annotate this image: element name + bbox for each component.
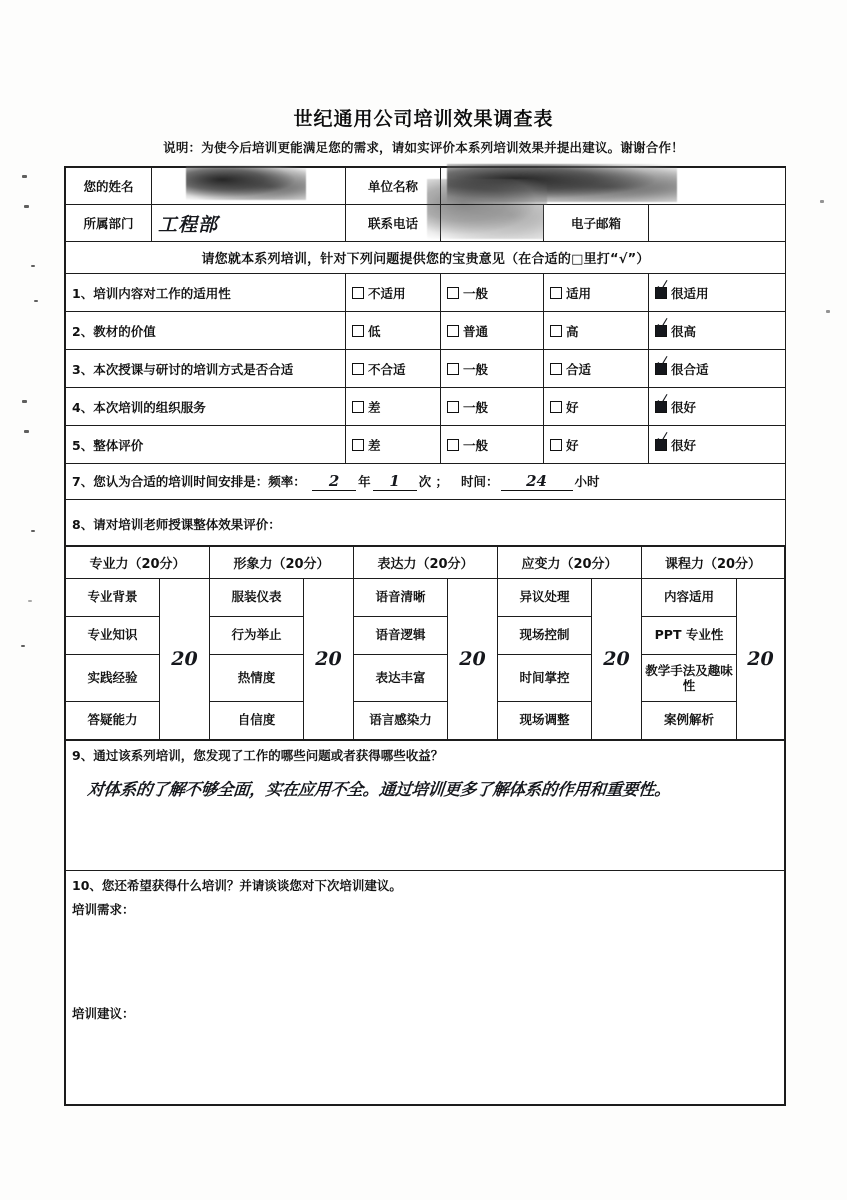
phone-label: 联系电话 xyxy=(346,205,441,242)
unit-label: 单位名称 xyxy=(346,168,441,205)
criterion-2-1: 语音逻辑 xyxy=(354,616,448,654)
checkbox-checked-icon[interactable] xyxy=(655,392,668,413)
checkbox-checked-icon[interactable] xyxy=(655,278,668,299)
q7-years-unit: 年 xyxy=(358,474,371,489)
option-label: 低 xyxy=(368,323,381,339)
question-row-3 xyxy=(66,350,786,388)
unit-field[interactable] xyxy=(441,168,786,205)
option-label: 很适用 xyxy=(671,285,709,301)
training-need-field[interactable] xyxy=(66,922,784,1000)
checkbox-icon[interactable] xyxy=(447,439,459,451)
option-4-1[interactable] xyxy=(441,388,544,426)
option-label: 一般 xyxy=(463,285,489,301)
dept-handwriting: 工程部 xyxy=(158,213,219,236)
option-label: 高 xyxy=(566,323,579,339)
option-2-1[interactable] xyxy=(441,312,544,350)
checkbox-checked-icon[interactable] xyxy=(655,430,668,451)
question-row-7 xyxy=(66,464,786,500)
question-row-2 xyxy=(66,312,786,350)
criterion-1-1: 行为举止 xyxy=(210,616,304,654)
q7-times-unit: 次 xyxy=(418,474,432,489)
criterion-0-1: 专业知识 xyxy=(66,616,160,654)
score-0[interactable]: 20 xyxy=(160,578,210,739)
scan-speckle xyxy=(28,600,32,602)
question-text-1: 1、培训内容对工作的适用性 xyxy=(66,274,346,312)
group-title-3: 应变力（20分） xyxy=(498,546,642,578)
option-label: 普通 xyxy=(463,323,489,339)
question-7 xyxy=(66,464,786,500)
q7-hours-unit: 小时 xyxy=(574,474,600,489)
instruction-note: 说明：为使今后培训更能满足您的需求，请如实评价本系列培训效果并提出建议。谢谢合作！ xyxy=(163,140,684,155)
option-5-0[interactable] xyxy=(346,426,441,464)
section-band-text: 请您就本系列培训，针对下列问题提供您的宝贵意见（在合适的□里打“√”） xyxy=(66,242,786,274)
question-row-1 xyxy=(66,274,786,312)
question-8-heading: 8、请对培训老师授课整体效果评价： xyxy=(66,499,786,545)
check-mark-icon: ✓ xyxy=(656,392,668,411)
score-1[interactable]: 20 xyxy=(304,578,354,739)
option-5-2[interactable] xyxy=(544,426,649,464)
q7-hours-value[interactable]: 24 xyxy=(501,474,573,491)
page-title: 世纪通用公司培训效果调查表 xyxy=(293,108,554,130)
option-label: 不合适 xyxy=(368,361,406,377)
option-label: 差 xyxy=(368,399,381,415)
email-field[interactable] xyxy=(649,205,786,242)
checkbox-checked-icon[interactable] xyxy=(655,354,668,375)
criterion-0-3: 答疑能力 xyxy=(66,701,160,739)
dept-label: 所属部门 xyxy=(66,205,152,242)
name-label: 您的姓名 xyxy=(66,168,152,205)
option-2-0[interactable] xyxy=(346,312,441,350)
check-mark-icon: ✓ xyxy=(656,354,668,373)
scan-speckle xyxy=(31,530,35,532)
option-4-3[interactable] xyxy=(649,388,786,426)
option-label: 不适用 xyxy=(368,285,406,301)
criterion-1-0: 服装仪表 xyxy=(210,578,304,616)
evaluation-group-headers xyxy=(66,546,785,578)
option-label: 很合适 xyxy=(671,361,709,377)
option-3-2[interactable] xyxy=(544,350,649,388)
question-10-cell xyxy=(66,870,785,1104)
group-title-4: 课程力（20分） xyxy=(642,546,785,578)
identity-row-name xyxy=(66,168,786,205)
q7-times-value[interactable]: 1 xyxy=(373,474,417,491)
option-label: 很好 xyxy=(671,437,697,453)
phone-field[interactable] xyxy=(441,205,544,242)
option-label: 好 xyxy=(566,437,579,453)
option-1-3[interactable] xyxy=(649,274,786,312)
checkbox-icon[interactable] xyxy=(352,401,364,413)
open-questions-table xyxy=(65,740,785,1105)
scan-speckle xyxy=(826,310,830,313)
option-1-0[interactable] xyxy=(346,274,441,312)
question-9-blank-space[interactable] xyxy=(66,800,784,870)
score-4[interactable]: 20 xyxy=(737,578,785,739)
q7-time-label: 时间： xyxy=(461,474,499,489)
question-9-cell xyxy=(66,740,785,870)
checkbox-icon[interactable] xyxy=(550,287,562,299)
criterion-1-3: 自信度 xyxy=(210,701,304,739)
question-9-answer[interactable]: 对体系的了解不够全面，实在应用不全。通过培训更多了解体系的作用和重要性。 xyxy=(86,779,672,799)
option-5-1[interactable] xyxy=(441,426,544,464)
question-9-heading: 9、通过该系列培训，您发现了工作的哪些问题或者获得哪些收益？ xyxy=(72,747,444,763)
option-label: 好 xyxy=(566,399,579,415)
scan-speckle xyxy=(24,430,29,433)
checkbox-icon[interactable] xyxy=(352,363,364,375)
score-2[interactable]: 20 xyxy=(448,578,498,739)
question-10-heading: 10、您还希望获得什么培训？并请谈谈您对下次培训建议。 xyxy=(72,877,402,893)
criterion-3-3: 现场调整 xyxy=(498,701,592,739)
form-table-frame xyxy=(64,166,786,1106)
criterion-0-0: 专业背景 xyxy=(66,578,160,616)
check-mark-icon: ✓ xyxy=(656,316,668,335)
option-label: 差 xyxy=(368,437,381,453)
criterion-2-0: 语音清晰 xyxy=(354,578,448,616)
checkbox-checked-icon[interactable] xyxy=(655,316,668,337)
option-4-2[interactable] xyxy=(544,388,649,426)
option-1-2[interactable] xyxy=(544,274,649,312)
option-label: 一般 xyxy=(463,437,489,453)
name-redaction xyxy=(186,166,306,200)
training-need-label: 培训需求： xyxy=(72,901,135,917)
option-2-2[interactable] xyxy=(544,312,649,350)
checkbox-icon[interactable] xyxy=(447,401,459,413)
email-label: 电子邮箱 xyxy=(544,205,649,242)
check-mark-icon: ✓ xyxy=(656,430,668,449)
checkbox-icon[interactable] xyxy=(447,363,459,375)
question-row-5 xyxy=(66,426,786,464)
checkbox-icon[interactable] xyxy=(352,287,364,299)
question-row-8-heading xyxy=(66,499,786,545)
group-title-1: 形象力（20分） xyxy=(210,546,354,578)
identity-row-dept xyxy=(66,205,786,242)
name-field[interactable] xyxy=(152,168,346,205)
question-text-2: 2、教材的价值 xyxy=(66,312,346,350)
check-mark-icon: ✓ xyxy=(656,278,668,297)
option-label: 合适 xyxy=(566,361,592,377)
criterion-0-2: 实践经验 xyxy=(66,654,160,701)
criterion-3-1: 现场控制 xyxy=(498,616,592,654)
scan-speckle xyxy=(22,175,27,178)
dept-field[interactable] xyxy=(152,205,346,242)
checkbox-icon[interactable] xyxy=(550,325,562,337)
question-row-10 xyxy=(66,870,785,1104)
option-label: 适用 xyxy=(566,285,592,301)
checkbox-icon[interactable] xyxy=(550,401,562,413)
question-row-9 xyxy=(66,740,785,870)
question-text-5: 5、整体评价 xyxy=(66,426,346,464)
evaluation-row-0 xyxy=(66,578,785,616)
checkbox-icon[interactable] xyxy=(550,363,562,375)
training-advice-field[interactable] xyxy=(66,1026,784,1104)
section-band-row xyxy=(66,242,786,274)
group-title-0: 专业力（20分） xyxy=(66,546,210,578)
option-label: 很高 xyxy=(671,323,697,339)
checkbox-icon[interactable] xyxy=(352,325,364,337)
question-row-4 xyxy=(66,388,786,426)
criterion-3-0: 异议处理 xyxy=(498,578,592,616)
scan-speckle xyxy=(820,200,824,203)
evaluation-grid xyxy=(65,546,785,740)
training-advice-label: 培训建议： xyxy=(72,1005,135,1021)
score-3[interactable]: 20 xyxy=(592,578,642,739)
checkbox-icon[interactable] xyxy=(447,325,459,337)
option-label: 一般 xyxy=(463,361,489,377)
criterion-2-2: 表达丰富 xyxy=(354,654,448,701)
q7-separator: ； xyxy=(435,474,448,489)
question-text-4: 4、本次培训的组织服务 xyxy=(66,388,346,426)
scan-speckle xyxy=(21,645,25,647)
checkbox-icon[interactable] xyxy=(352,439,364,451)
option-label: 很好 xyxy=(671,399,697,415)
criterion-4-3: 案例解析 xyxy=(642,701,737,739)
option-2-3[interactable] xyxy=(649,312,786,350)
scan-speckle xyxy=(22,400,27,403)
criterion-3-2: 时间掌控 xyxy=(498,654,592,701)
option-3-1[interactable] xyxy=(441,350,544,388)
checkbox-icon[interactable] xyxy=(550,439,562,451)
criterion-4-1: PPT 专业性 xyxy=(642,616,737,654)
group-title-2: 表达力（20分） xyxy=(354,546,498,578)
q7-prefix: 7、您认为合适的培训时间安排是：频率： xyxy=(72,474,306,489)
criterion-4-0: 内容适用 xyxy=(642,578,737,616)
unit-redaction xyxy=(447,164,677,202)
criterion-4-2: 教学手法及趣味性 xyxy=(642,654,737,701)
option-3-3[interactable] xyxy=(649,350,786,388)
option-5-3[interactable] xyxy=(649,426,786,464)
scan-speckle xyxy=(34,300,38,302)
question-text-3: 3、本次授课与研讨的培训方式是否合适 xyxy=(66,350,346,388)
option-4-0[interactable] xyxy=(346,388,441,426)
option-label: 一般 xyxy=(463,399,489,415)
criterion-2-3: 语言感染力 xyxy=(354,701,448,739)
option-3-0[interactable] xyxy=(346,350,441,388)
option-1-1[interactable] xyxy=(441,274,544,312)
q7-years-value[interactable]: 2 xyxy=(312,474,356,491)
criterion-1-2: 热情度 xyxy=(210,654,304,701)
scan-speckle xyxy=(24,205,29,208)
checkbox-icon[interactable] xyxy=(447,287,459,299)
scan-speckle xyxy=(31,265,35,267)
form-table xyxy=(65,167,786,546)
